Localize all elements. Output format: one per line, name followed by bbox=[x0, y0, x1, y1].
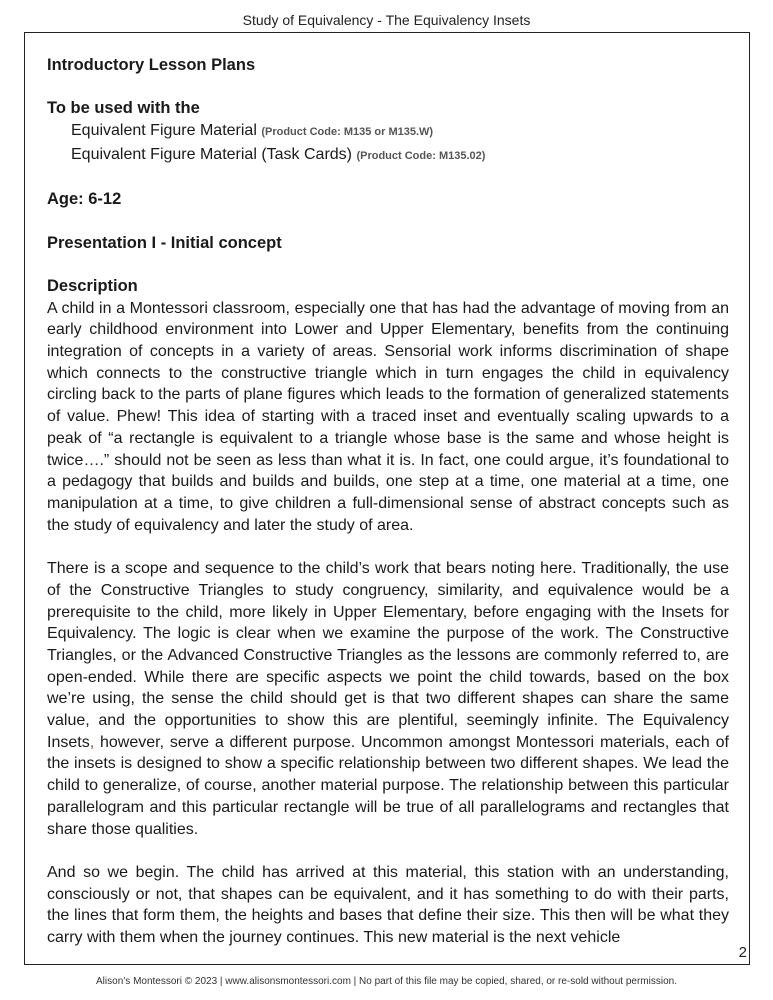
material-name: Equivalent Figure Material bbox=[71, 122, 257, 140]
content-frame bbox=[24, 32, 750, 965]
age-heading: Age: 6-12 bbox=[47, 190, 122, 209]
description-heading: Description bbox=[47, 276, 138, 295]
product-code: (Product Code: M135.02) bbox=[356, 149, 486, 162]
paragraph-1: A child in a Montessori classroom, especially one that has had the advantage of moving from an early childhood environment into Lower and Upper Elementary, benefits from the continuing integration of concepts in a variety of areas. Sensorial work informs discrimination of shape which connects to the constructive triangle which in turn engages the child in equivalency circling back to the parts of plane figures which leads to the formation of generalized statements of value. Phew! This idea of starting with a traced inset and eventually scaling upwards to a peak of “a rectangle is equivalent to a triangle whose base is the same and whose height is twice….” should not be seen as less than what it is. In fact, one could argue, it’s foundational to a pedagogy that builds and builds and builds, one step at a time, one material at a time, one manipulation at a time, to give children a full-dimensional sense of abstract concepts such as the study of equivalency and later the study of area. bbox=[47, 299, 729, 534]
intro-heading: Introductory Lesson Plans bbox=[47, 56, 256, 74]
paragraph-2-part-a: There is a scope and sequence to the child’s work that bears noting here. Traditionally, the use of the Constructive Triangles to study congruency, similarity, and equivalence would be a prerequisite to the child, more likely in Upper Elementary, before engaging with the Insets for Equivalency. The logic is clear when we examine the purpose of the work. The Constructive Triangles, or the Advanced Constructive Triangles as the lessons are commonly referred to, are open-ended. While there are specific aspects we point the child towards, based on the box we’re using, the sense the child should get is that two different shapes can share the same value, and the opportunities to show this are plentiful, seemingly infinite. The Equivalency Insets bbox=[47, 560, 729, 751]
page-header-title: Study of Equivalency - The Equivalency Insets bbox=[242, 12, 531, 28]
highlighted-comma: , bbox=[89, 733, 95, 751]
to-be-used-heading: To be used with the bbox=[47, 99, 200, 118]
paragraph-3: And so we begin. The child has arrived at this material, this station with an understanding, consciously or not, that shapes can be equivalent, and it has something to do with their parts, the lines that form them, the heights and bases that define their size. This then will be what they carry with them when the journey continues. This new material is the next vehicle bbox=[47, 863, 729, 947]
material-item bbox=[47, 144, 729, 168]
page-number: 2 bbox=[738, 944, 747, 961]
paragraph-2-part-b: however, serve a different purpose. Uncommon amongst Montessori materials, each of the insets is designed to show a specific relationship between two different shapes. We lead the child to generalize, of course, another material purpose. The relationship between this particular parallelogram and this particular rectangle will be true of all parallelograms and rectangles that share those qualities. bbox=[47, 733, 729, 838]
copyright-footer: Alison’s Montessori © 2023 | www.alisonsmontessori.com | No part of this file may be copied, shared, or re-sold without permission. bbox=[96, 976, 677, 987]
document-body bbox=[47, 55, 729, 949]
material-item bbox=[47, 120, 729, 144]
presentation-heading: Presentation I - Initial concept bbox=[47, 233, 282, 252]
material-name: Equivalent Figure Material (Task Cards) bbox=[71, 145, 352, 163]
product-code: (Product Code: M135 or M135.W) bbox=[261, 126, 434, 139]
paragraph-2 bbox=[47, 558, 729, 840]
